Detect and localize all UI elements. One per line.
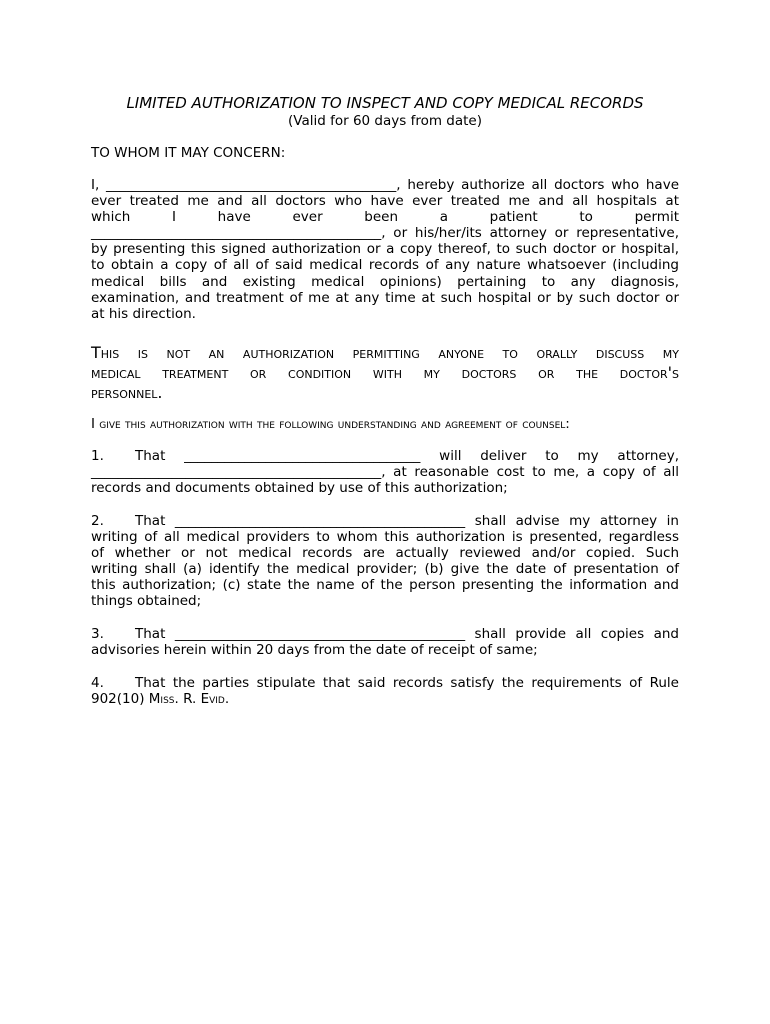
item-line: 902(10) — [91, 691, 149, 708]
item-line: ___________________________________________, at reasonable cost to me, a copy of all — [91, 464, 679, 481]
item-1 — [91, 448, 679, 496]
item-line: writing of all medical providers to whom this authorization is presented, regardless — [91, 529, 679, 546]
intro-line: medical bills and existing medical opinions) pertaining to any diagnosis, — [91, 273, 679, 290]
intro-line: ___________________________________________, or his/her/its attorney or representative, — [91, 225, 679, 242]
oral-discussion-notice — [91, 343, 679, 403]
intro-line: to obtain a copy of all of said medical records of any nature whatsoever (including — [91, 257, 679, 274]
salutation: TO WHOM IT MAY CONCERN: — [91, 145, 286, 161]
item-line: That ___________________________________________ shall advise my attorney in — [135, 513, 679, 529]
intro-line: I, ___________________________________________, hereby authorize all doctors who have — [91, 177, 679, 193]
item-number: 3. — [91, 626, 104, 642]
item-line: That ___________________________________ will deliver to my attorney, — [135, 448, 679, 464]
intro-paragraph — [91, 177, 679, 322]
notice-line: This is not an authorization permitting anyone to orally discuss my — [91, 343, 679, 362]
item-3 — [91, 626, 679, 658]
rule-citation: Miss. R. Evid. — [148, 691, 230, 708]
document-title: LIMITED AUTHORIZATION TO INSPECT AND COPY MEDICAL RECORDS — [126, 94, 644, 112]
intro-line: by presenting this signed authorization or a copy thereof, to such doctor or hospital, — [91, 241, 679, 258]
notice-line: medical treatment or condition with my doctors or the doctor's — [91, 363, 679, 382]
document-subtitle: (Valid for 60 days from date) — [288, 113, 482, 129]
intro-line: at his direction. — [91, 305, 196, 322]
item-2 — [91, 513, 679, 610]
item-line: things obtained; — [91, 593, 202, 610]
item-line: records and documents obtained by use of this authorization; — [91, 480, 508, 497]
notice-line: personnel. — [91, 383, 163, 402]
understanding-statement: I give this authorization with the following understanding and agreement of counsel: — [91, 416, 570, 432]
item-line: That the parties stipulate that said records satisfy the requirements of Rule — [135, 675, 679, 691]
item-line: That ___________________________________________ shall provide all copies and — [135, 626, 679, 642]
item-4 — [91, 675, 679, 707]
item-number: 2. — [91, 513, 104, 529]
item-number: 1. — [91, 448, 104, 464]
item-line: advisories herein within 20 days from the date of receipt of same; — [91, 642, 538, 659]
item-line: writing shall (a) identify the medical provider; (b) give the date of presentation of — [91, 561, 679, 578]
intro-line: examination, and treatment of me at any time at such hospital or by such doctor or — [91, 289, 679, 306]
item-number: 4. — [91, 675, 104, 691]
intro-line: ever treated me and all doctors who have ever treated me and all hospitals at — [91, 193, 679, 210]
item-line: this authorization; (c) state the name of the person presenting the information and — [91, 577, 679, 594]
item-line: of whether or not medical records are actually reviewed and/or copied. Such — [91, 545, 679, 562]
intro-line: which I have ever been a patient to permit — [91, 209, 679, 226]
